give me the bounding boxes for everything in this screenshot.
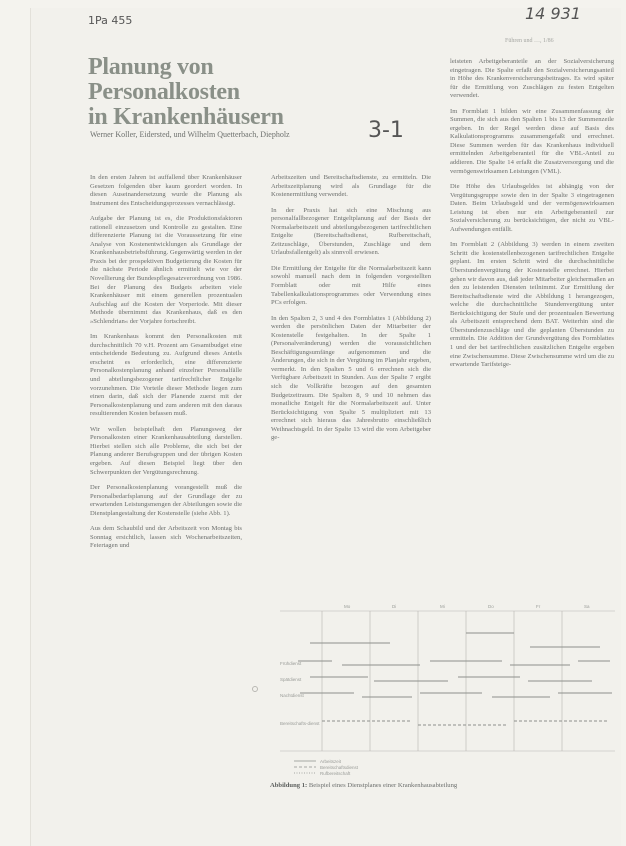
day-label: Di xyxy=(392,604,397,609)
paragraph: Die Höhe des Urlaubsgeldes ist abhängig von der Vergütungsgruppe sowie den in der Spalte 3 eingetragenen Daten. Beim Urlaubsgeld und der vermögenswirksamen Leistung ist eben nur ein Arbeitgeberanteil zur Sozialversicherung zu berücksichtigen, der nicht zu VBL-Aufwendungen entfällt. xyxy=(450,183,614,233)
paragraph: Aus dem Schaubild und der Arbeitszeit von Montag bis Sonntag ersichtlich, lassen sich Wochenarbeitszeiten, Feiertagen und xyxy=(90,525,242,550)
title-line-1: Planung von Personalkosten xyxy=(88,54,240,105)
handwritten-margin-note: 3-1 xyxy=(368,118,404,143)
day-label: Sa xyxy=(584,604,590,609)
paragraph: Die Ermittlung der Entgelte für die Normalarbeitszeit kann sowohl manuell nach dem in folgenden vorgestellten Formblatt oder mit Hilfe eines Tabellenkalkulationsprogrammes oder Verwendung eines PCs erfolgen. xyxy=(271,264,431,307)
paragraph: In den ersten Jahren ist auffallend über Krankenhäuser Gesetzen folgenden über kaum geordert worden. In diesen Auseinandersetzung wurde die Planung als Instrument des Entscheidungsprozesses vernachlässigt. xyxy=(90,174,242,207)
paragraph: Im Formblatt 1 bilden wir eine Zusammenfassung der Summen, die sich aus den Spalten 1 bis 13 der Summenzeile ergeben. In der Regel werden diese auf Basis des Kalkulationsprogramms zusammengefaßt und errechnet. Diese Summen werden für das Krankenhaus individuell ermittelnden Arbeitgeberanteil für die VBL-Anteil zu addieren. Die Spalte 14 erfaßt die Zusatzversorgung und die vermögenswirksamen Leistungen (VML). xyxy=(450,107,614,175)
row-label: Frühdienst xyxy=(280,661,302,666)
caption-label: Abbildung 1: xyxy=(270,782,308,789)
paragraph: Im Krankenhaus kommt den Personalkosten mit durchschnittlich 70 v.H. Prozent am Gesamtbudget eine entscheidende Bedeutung zu. Aufgrund dieses Anteils erscheint es erforderlich, eine differenzierte Personalkostenplanung anhand einzelner Personalfälle und abteilungsbezogener tarifrechtlicher Entgelte vorzunehmen. Die Vorteile dieser Methode liegen zum einen darin, daß sich der Planende zuerst mit der Personalkostenplanung und zum anderen mit den daraus resultierenden Kosten befassen muß. xyxy=(90,333,242,418)
paragraph: Arbeitszeiten und Bereitschaftsdienste, zu ermitteln. Die Arbeitszeitplanung wird als Grundlage für die Kostenermittlung verwendet. xyxy=(271,174,431,199)
text-column-right xyxy=(450,58,614,377)
caption-text: Beispiel eines Dienstplanes einer Krankenhausabteilung xyxy=(308,782,458,789)
paragraph: In der Praxis hat sich eine Mischung aus personalfallbezogener Entgeltplanung auf der Basis der Normalarbeitszeit und abteilungsbezogenen tarifrechtlichen Entgelte (Bereitschaftsdienst, Rufbereitschaft, Zeitzuschläge, Überstunden, Zuschläge und dem Urlaubsfallentgelt) als sinnvoll erwiesen. xyxy=(271,206,431,257)
paragraph: Aufgabe der Planung ist es, die Produktionsfaktoren rationell einzusetzen und Kontrolle zu gestalten. Eine differenzierte Planung ist die Voraussetzung für eine Analyse von Kostenentwicklungen als Grundlage der Krankenhausbetriebsführung. Gegenwärtig werden in der Praxis bei der prospektiven Budgetierung die Kosten für die nächste Periode ähnlich ermittelt wie vor der Novellierung der Bundespflegesatzverordnung von 1986. Bei der Planung des Budgets arbeiten viele Krankenhäuser mit einem generellen prozentualen Aufschlag auf die Kosten der Vorperiode. Mit dieser Methode übernimmt das Krankenhaus, daß es den »Schlendrian« der Vorjahre fortschreibt. xyxy=(90,215,242,325)
day-label: Do xyxy=(488,604,494,609)
hole-punch-mark xyxy=(252,686,258,692)
paragraph: Im Formblatt 2 (Abbildung 3) werden in einem zweiten Schritt die kostenstellenbezogenen tarifrechtlichen Entgelte geplant. Im ersten Schritt wird die durchschnittliche Überstundenvergütung der Kostenstelle errechnet. Hierbei gehen wir davon aus, daß jeder Mitarbeiter gleichermaßen an den zu leistenden Diensten teilnimmt. Zur Ermittlung der Bereitschaftsdienste wird die Abbildung 1 herangezogen, welche die durchschnittliche Stundenvergütung unter Berücksichtigung der Stufe und der prozentualen Bewertung als Arbeitszeit entsprechend dem BAT. Weiterhin sind die Überstundenzuschläge und die geplanten Überstunden zu ermitteln. Die Addition der Grundvergütung des Formblattes 1 und der bei tarifrechtlichen zusätzlichen Entgelte ergeben eine Zwischensumme. Diese Zwischensumme wird um die zu erwartende Tarifsteige- xyxy=(450,241,614,369)
paragraph: leisteten Arbeitgeberanteile an der Sozialversicherung eingetragen. Die Spalte erfaßt den Sozialversicherungsanteil in Höhe des Krankenversicherungsbeitrages. Es wird später für die Ermittlung von Zuschlägen zu festen Entgelten verwendet. xyxy=(450,58,614,100)
figure-caption xyxy=(270,782,620,789)
legend-label: Rufbereitschaft xyxy=(320,771,351,776)
article-title xyxy=(88,55,338,130)
title-line-2: in Krankenhäusern xyxy=(88,104,284,130)
legend-label: Arbeitszeit xyxy=(320,759,342,764)
row-label: Spätdienst xyxy=(280,677,302,682)
duty-roster-figure xyxy=(270,603,620,783)
paragraph: Wir wollen beispielhaft den Planungsweg der Personalkosten einer Krankenhausabteilung darstellen. Hierbei stellen sich alle Probleme, die sich bei der Planung anderer Berufsgruppen und der übrigen Kosten ergeben. Auf diesen Beispiel liegt über den Schwerpunkten der Vergütungsrechnung. xyxy=(90,425,242,476)
paragraph: In den Spalten 2, 3 und 4 des Formblattes 1 (Abbildung 2) werden die persönlichen Daten der Mitarbeiter der Kostenstelle festgehalten. In der Spalte 1 (Personalveränderung) werden die voraussichtlichen Beschäftigungsumfänge aufgenommen und die Änderungen, die sich in der Vergütung im Planjahr ergeben, vermerkt. In den Spalten 5 und 6 errechnen sich die Verfügbare Arbeitszeit in Stunden. Aus der Spalte 7 ergibt sich die Vollkräfte bezogen auf den gesamten Budgetzeitraum. Die Spalten 8, 9 und 10 nehmen das monatliche Entgelt für die Normalarbeitszeit auf. Unter Berücksichtigung von Spalte 5 multipliziert mit 13 errechnet sich hieraus das Jahresbrutto einschließlich Weihnachtsgeld. In der Spalte 13 wird die vom Arbeitgeber ge- xyxy=(271,314,431,442)
text-column-middle xyxy=(271,174,431,450)
handwritten-note-top-left: 1Pa 455 xyxy=(88,14,133,27)
day-label: Mi xyxy=(440,604,445,609)
row-label: Nachtdienst xyxy=(280,693,304,698)
legend-label: Bereitschaftsdienst xyxy=(320,765,359,770)
row-label: Bereitschafts-dienst xyxy=(280,721,320,726)
day-label: Mo xyxy=(344,604,351,609)
text-column-left xyxy=(90,174,242,558)
paragraph: Der Personalkostenplanung vorangestellt muß die Personalbedarfsplanung auf der Grundlage der zu erwartenden Leistungsmengen der Abteilungen sowie die Dienstplangestaltung der Kostenstelle (siehe Abb. 1). xyxy=(90,484,242,517)
day-label: Fr xyxy=(536,604,541,609)
article-authors: Werner Koller, Eidersted, und Wilhelm Quetterbach, Diepholz xyxy=(90,130,290,139)
page-corner-header: Führen und …, 1/86 xyxy=(505,38,554,44)
handwritten-note-top-right: 14 931 xyxy=(525,4,581,23)
